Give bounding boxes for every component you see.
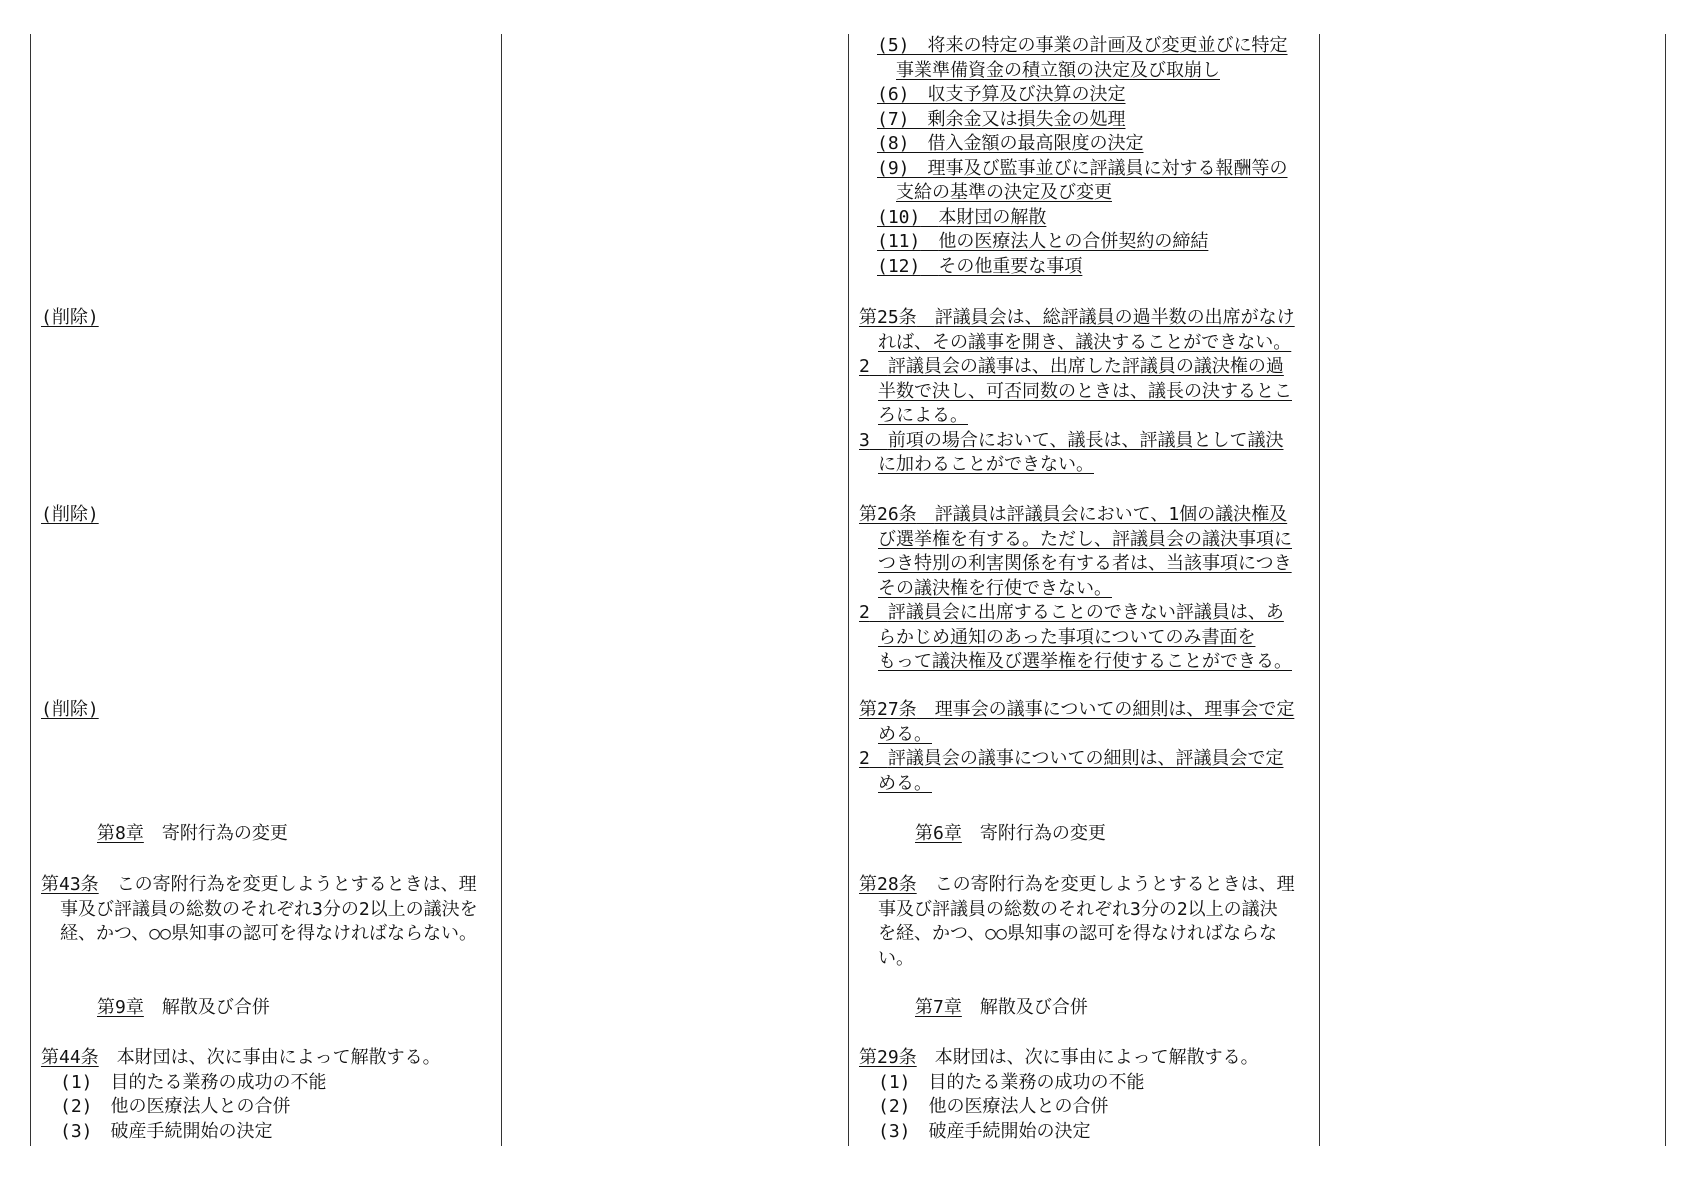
list-item: (3) 破産手続開始の決定 <box>878 1120 1091 1142</box>
article-25: 第25条 評議員会は、総評議員の過半数の出席がなけ れば、その議事を開き、議決することができない。 2 評議員会の議事は、出席した評議員の議決権の過 半数で決し、可否同数のときは、議長の決するとこ ろによる。 3 前項の場合において、議長は、評議員として議決 に加わることができない。 <box>859 307 1295 475</box>
article-29: 第29条 本財団は、次に事由によって解散する。 (1) 目的たる業務の成功の不能 (2) 他の医療法人との合併 (3) 破産手続開始の決定 <box>859 1046 1259 1144</box>
list-item: (5) 将来の特定の事業の計画及び変更並びに特定 <box>877 35 1288 56</box>
list-item: (2) 他の医療法人との合併 <box>878 1096 1109 1117</box>
right-item-list <box>877 34 1288 279</box>
list-item: (2) 他の医療法人との合併 <box>60 1096 291 1117</box>
article-number: 第27条 <box>859 699 917 720</box>
table-border-left <box>30 34 31 1146</box>
article-44: 第44条 本財団は、次に事由によって解散する。 (1) 目的たる業務の成功の不能 (2) 他の医療法人との合併 (3) 破産手続開始の決定 <box>41 1046 441 1144</box>
list-item: (11) 他の医療法人との合併契約の締結 <box>877 231 1209 252</box>
list-item: (8) 借入金額の最高限度の決定 <box>877 133 1144 154</box>
list-item: (9) 理事及び監事並びに評議員に対する報酬等の <box>877 157 1288 179</box>
list-item-cont: 事業準備資金の積立額の決定及び取崩し <box>896 59 1220 81</box>
article-28: 第28条 この寄附行為を変更しようとするときは、理 事及び評議員の総数のそれぞれ3分の2以上の議決 を経、かつ、○○県知事の認可を得なければならな い。 <box>859 874 1295 969</box>
deleted-note-3: (削除) <box>41 699 99 720</box>
table-border-mid-right <box>848 34 849 1146</box>
chapter-heading: 第8章 寄附行為の変更 <box>97 823 288 844</box>
article-number: 第29条 <box>859 1047 917 1068</box>
article-27: 第27条 理事会の議事についての細則は、理事会で定 める。 2 評議員会の議事についての細則は、評議員会で定 める。 <box>859 699 1295 794</box>
chapter-heading: 第7章 解散及び合併 <box>915 997 1088 1018</box>
list-item: (1) 目的たる業務の成功の不能 <box>60 1071 327 1093</box>
table-border-right-inner <box>1319 34 1320 1146</box>
deleted-note-1: (削除) <box>41 307 99 328</box>
list-item: (12) その他重要な事項 <box>877 255 1083 277</box>
list-item: (7) 剰余金又は損失金の処理 <box>877 108 1126 130</box>
chapter-heading: 第9章 解散及び合併 <box>97 997 270 1018</box>
article-number: 第43条 <box>41 874 99 895</box>
list-item: (10) 本財団の解散 <box>877 206 1047 228</box>
article-number: 第25条 <box>859 307 917 328</box>
chapter-heading: 第6章 寄附行為の変更 <box>915 823 1106 844</box>
article-43: 第43条 この寄附行為を変更しようとするときは、理 事及び評議員の総数のそれぞれ3分の2以上の議決を 経、かつ、○○県知事の認可を得なければならない。 <box>41 874 478 944</box>
article-number: 第26条 <box>859 504 917 525</box>
table-border-right <box>1665 34 1666 1146</box>
list-item: (3) 破産手続開始の決定 <box>60 1120 273 1142</box>
list-item: (1) 目的たる業務の成功の不能 <box>878 1071 1145 1093</box>
article-number: 第44条 <box>41 1047 99 1068</box>
table-border-mid-left <box>501 34 502 1146</box>
deleted-note-2: (削除) <box>41 504 99 525</box>
article-26: 第26条 評議員は評議員会において、1個の議決権及 び選挙権を有する。ただし、評議員会の議決事項に つき特別の利害関係を有する者は、当該事項につき その議決権を行使できない。 2 評議員会に出席することのできない評議員は、あ らかじめ通知のあった事項についてのみ書面を もって議決権及び選挙権を行使することができる。 <box>859 504 1292 672</box>
article-number: 第28条 <box>859 874 917 895</box>
list-item: (6) 収支予算及び決算の決定 <box>877 84 1126 105</box>
list-item-cont: 支給の基準の決定及び変更 <box>896 182 1112 203</box>
